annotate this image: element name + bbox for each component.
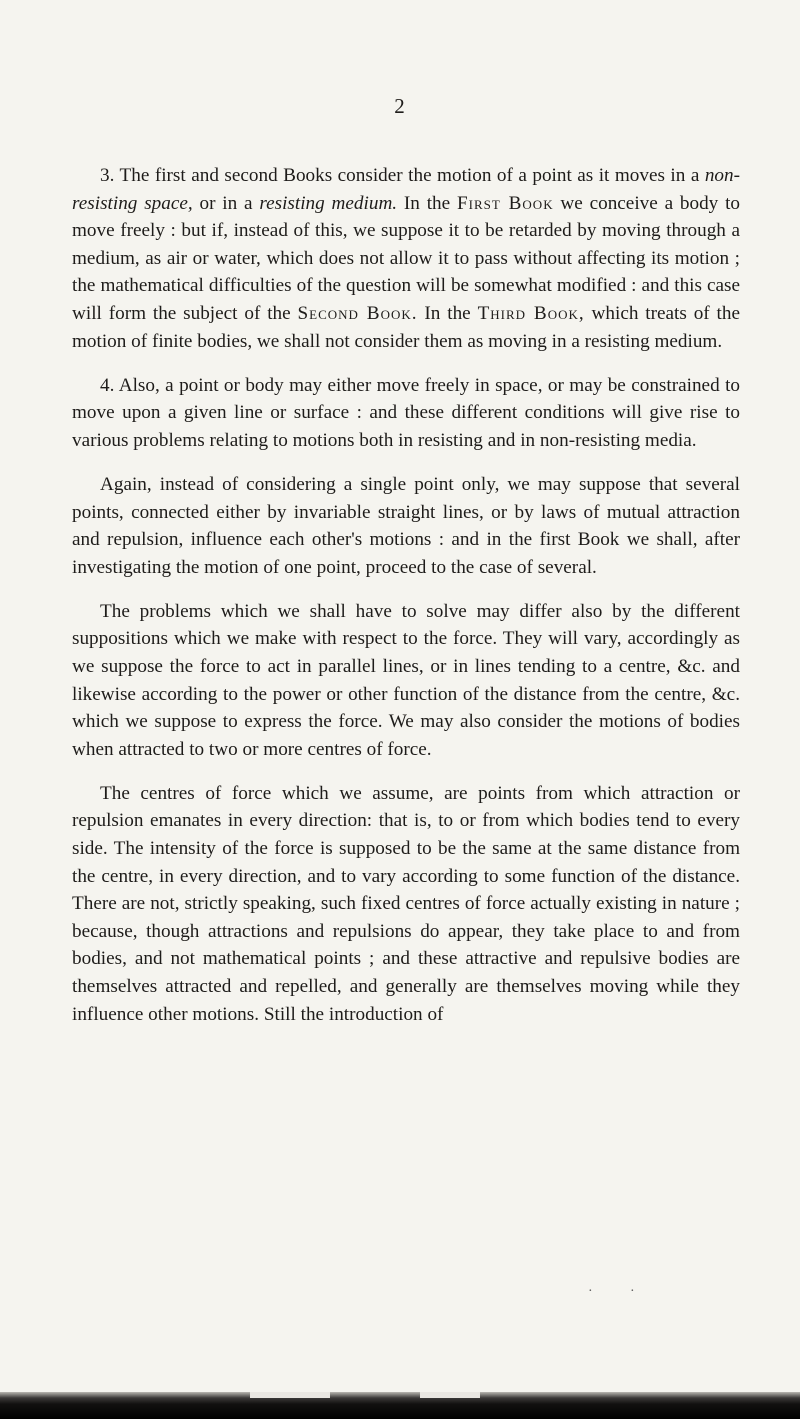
paragraph-3: 3. The first and second Books consider the motion of a point as it moves in a non-resisting space, or in a resisting medium. In the First Book we conceive a body to move freely : but if, instead of this, we suppose it to be retarded by moving through a medium, as air or water, which does not allow it to pass without affecting its motion ; the mathematical difficulties of the question will be somewhat modified : and this case will form the subject of the Second Book. In the Third Book, which treats of the motion of finite bodies, we shall not consider them as moving in a resisting medium. (72, 165, 741, 352)
body-text (72, 162, 740, 1028)
book-reference: First Book (456, 192, 554, 214)
paragraph-number: 3. (100, 165, 115, 186)
book-reference: Third Book, (477, 302, 585, 324)
scan-speck: · (630, 1284, 635, 1299)
paragraph-6: The problems which we shall have to solve may differ also by the different suppositions which we make with respect to the force. They will vary, accordingly as we suppose the force to act in parallel lines, or in lines tending to a centre, &c. and likewise according to the power or other function of the distance from the centre, &c. which we suppose to express the force. We may also consider the motions of bodies when attracted to two or more centres of force. (72, 600, 740, 760)
paragraph-number: 4. (100, 374, 115, 396)
emphasis: resisting medium. (259, 192, 398, 214)
scan-speck: · (588, 1284, 593, 1299)
paragraph-4: 4. Also, a point or body may either move freely in space, or may be constrained to move upon a given line or surface : and these different conditions will give rise to various problems relating to motions both in resisting and in non-resisting media. (72, 374, 740, 451)
scan-edge (0, 1392, 800, 1419)
page-number: 2 (394, 94, 406, 118)
paragraph-7: The centres of force which we assume, are points from which attraction or repulsion emanates in every direction: that is, to or from which bodies tend to every side. The intensity of the force is supposed to be the same at the same distance from the centre, in every direction, and to vary according to some function of the distance. There are not, strictly speaking, such fixed centres of force actually existing in nature ; because, though attractions and repulsions do appear, they take place to and from bodies, and not mathematical points ; and these attractive and repulsive bodies are themselves attracted and repelled, and generally are themselves moving while they influence other motions. Still the introduction of (72, 782, 740, 1025)
emphasis: non-resisting space, (72, 165, 740, 214)
book-reference: Second Book. (297, 302, 418, 324)
paragraph-5: Again, instead of considering a single point only, we may suppose that several points, connected either by invariable straight lines, or by laws of mutual attraction and repulsion, influence each other's motions : and in the first Book we shall, after investigating the motion of one point, proceed to the case of several. (72, 473, 740, 578)
